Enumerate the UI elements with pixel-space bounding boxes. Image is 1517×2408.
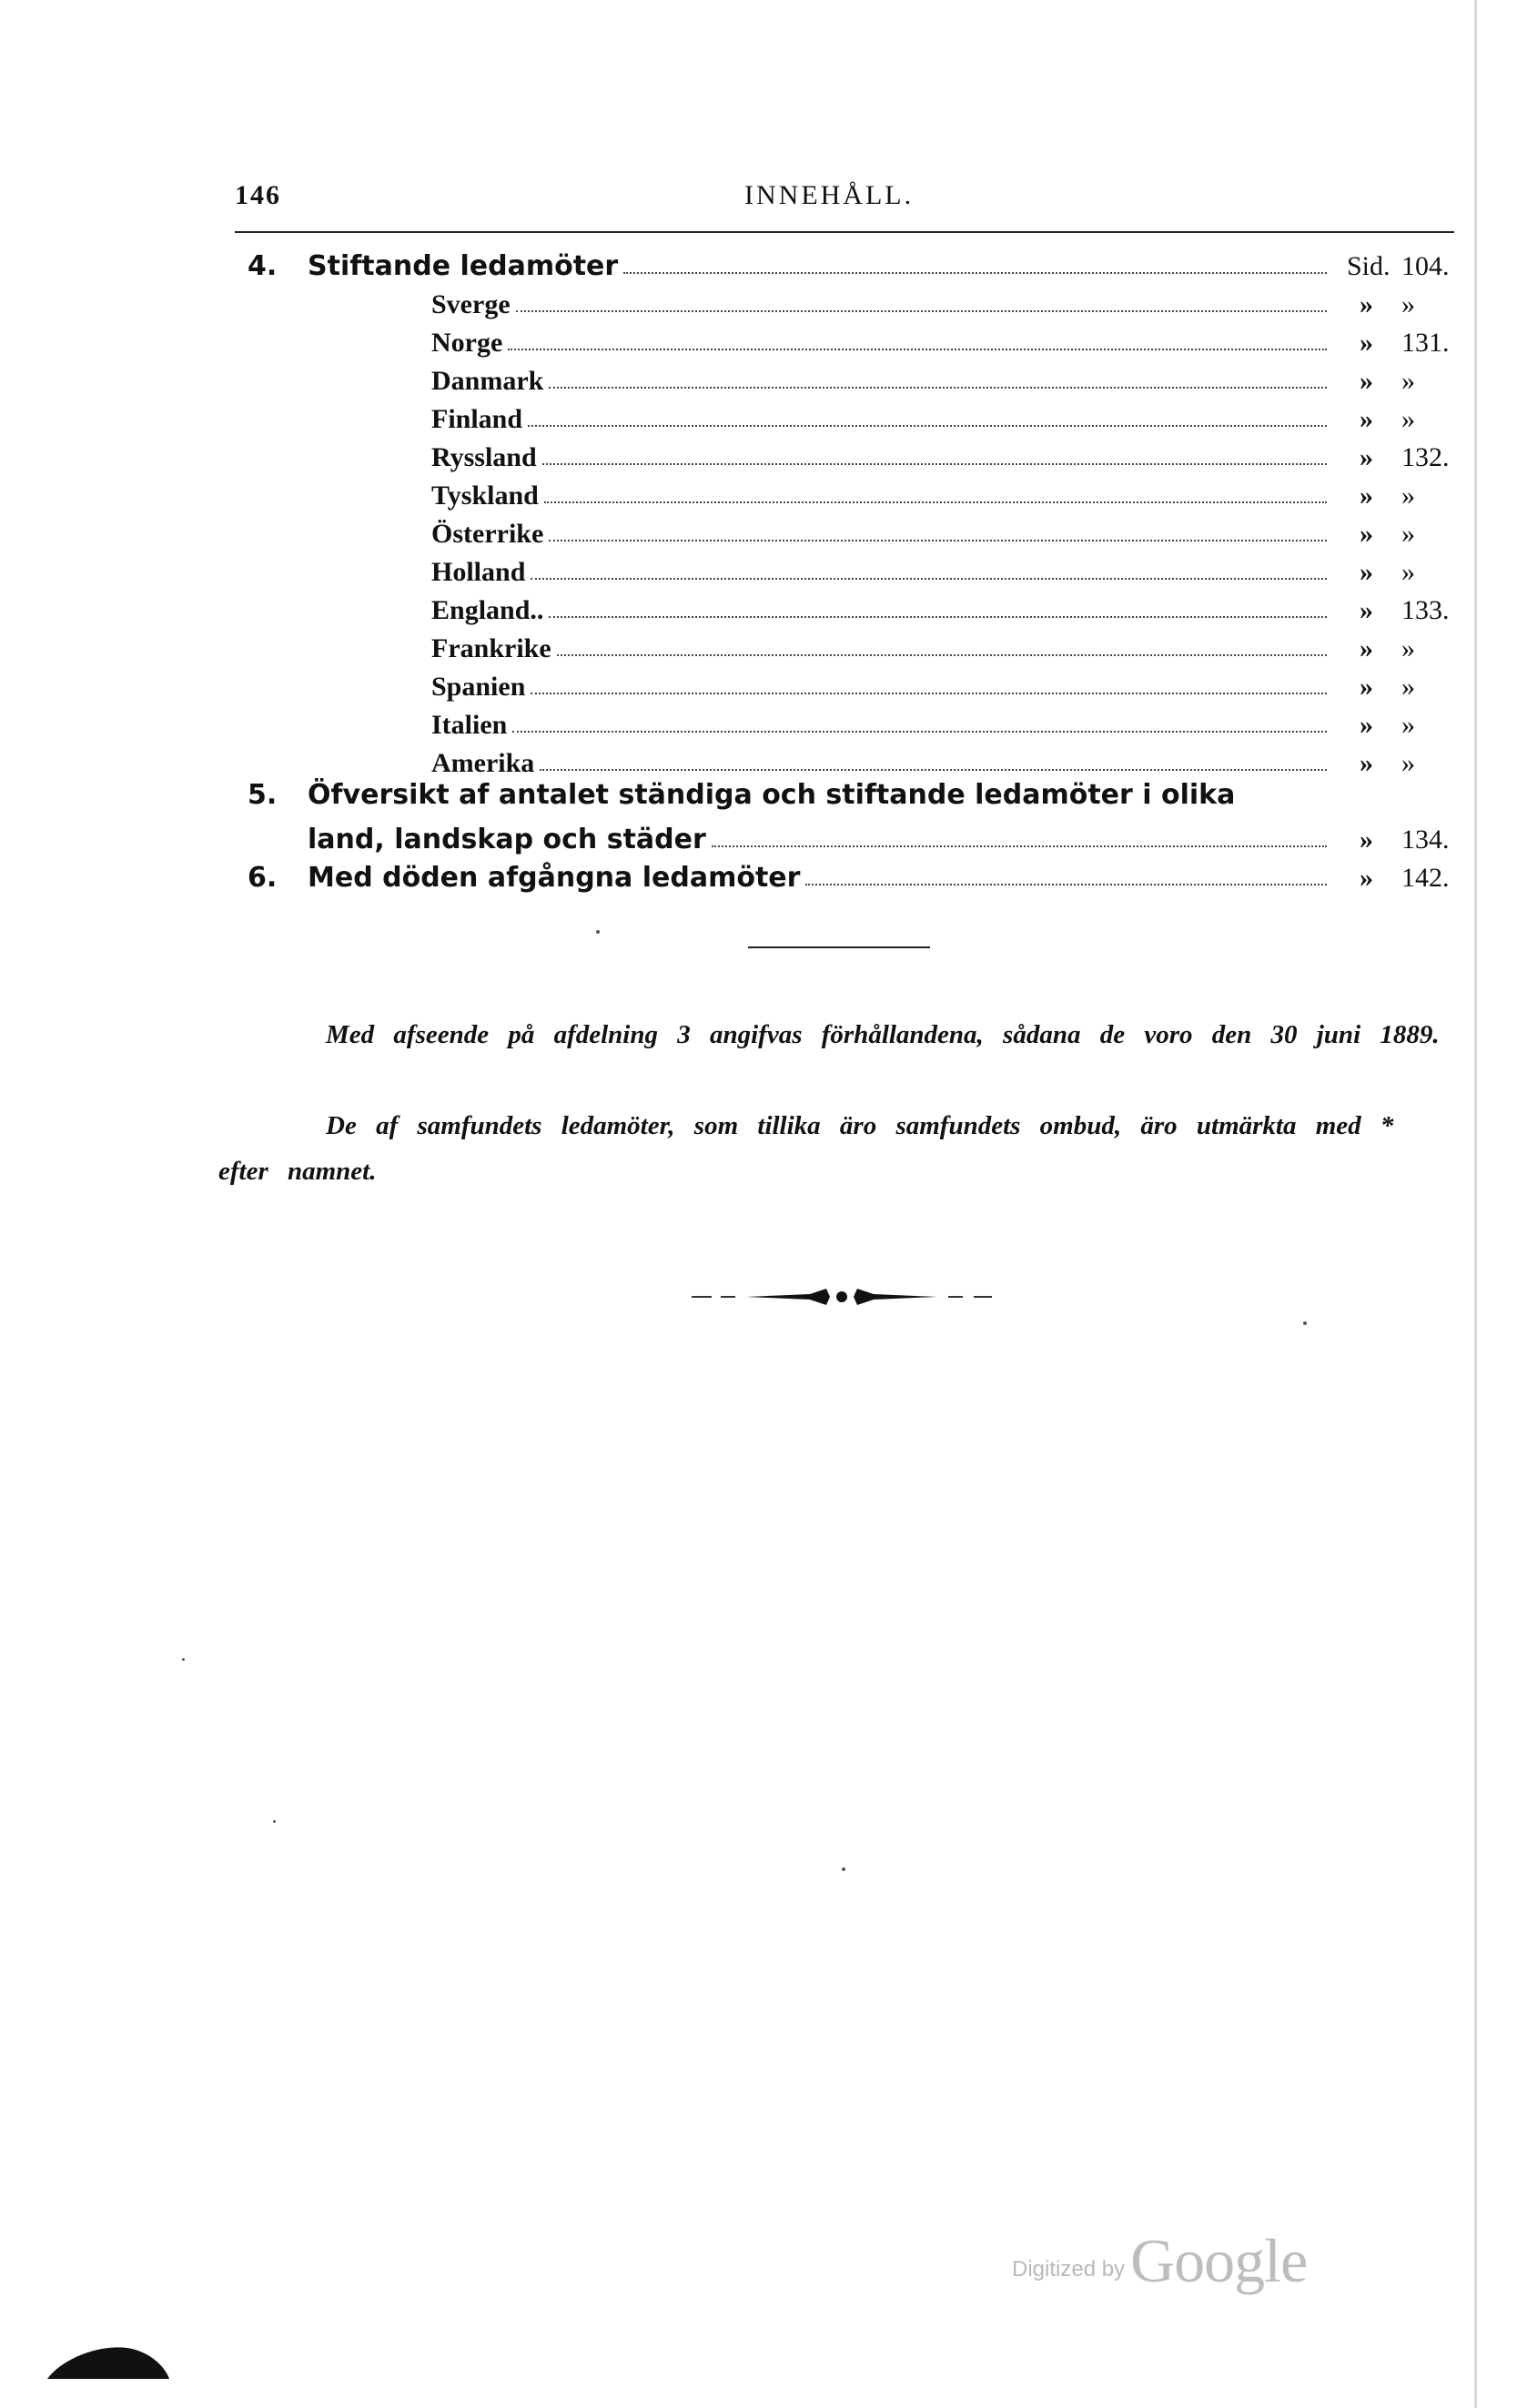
ref-page: 142. [1401,863,1450,893]
country-label: Frankrike [431,633,551,663]
footnote-date-text: Med afseende på afdelning 3 angifvas förhållandena, sådana de voro den 30 juni 1889. [326,1020,1440,1049]
country-label: Danmark [431,366,544,396]
ditto-mark: » [1360,289,1373,319]
ditto-mark: » [1360,519,1373,549]
dot-leader [557,654,1327,656]
page-reference [1327,519,1454,550]
dot-leader [531,693,1327,694]
dot-leader [528,425,1327,427]
dot-leader [549,540,1327,541]
page-reference [1327,825,1454,855]
dot-leader [623,272,1327,274]
toc-entry-country[interactable] [235,397,1454,435]
ref-page: 132. [1401,442,1450,472]
country-label: Finland [431,404,523,434]
country-label: Italien [431,710,508,740]
paper-speck [273,1820,276,1823]
dot-leader [516,310,1327,312]
running-head: INNEHÅLL. [744,180,915,210]
dot-leader [540,769,1327,771]
section-number: 4. [248,250,278,282]
paper-speck [842,1867,845,1871]
page-reference [1327,633,1454,664]
page-reference [1327,289,1454,320]
footnote-date [218,1012,1456,1057]
toc-entry-section-6[interactable] [235,855,1454,894]
ref-page: » [1401,519,1415,549]
ref-page: » [1401,366,1415,396]
country-label: Spanien [431,672,526,702]
toc-entry-country[interactable] [235,588,1454,626]
dot-leader [531,578,1327,580]
ditto-mark: » [1360,404,1373,434]
country-label: England.. [431,595,544,625]
ref-page: » [1401,289,1415,319]
toc-entry-country[interactable] [235,473,1454,511]
page-reference [1327,710,1454,741]
toc-entry-country[interactable] [235,550,1454,588]
header-rule [235,231,1454,233]
dot-leader [512,731,1327,733]
ref-prefix: Sid. [1347,251,1391,281]
ref-page: » [1401,481,1415,511]
ditto-mark: » [1360,557,1373,587]
country-label: Ryssland [431,442,537,472]
dot-leader [805,884,1327,885]
dot-leader [549,387,1327,389]
toc-entry-country[interactable] [235,435,1454,473]
ref-page: 134. [1401,825,1450,855]
page-reference [1327,595,1454,626]
section-divider-rule [748,946,930,948]
page-reference [1327,748,1454,779]
google-logo: Google [1130,2226,1308,2295]
ditto-mark: » [1360,366,1373,396]
country-label: Norge [431,328,503,358]
page-number: 146 [235,180,281,210]
dot-leader [712,845,1327,847]
toc-entry-section-5[interactable] [235,779,1454,855]
country-label: Sverge [431,289,511,319]
ref-page: 104. [1401,251,1450,281]
paper-speck [182,1658,185,1661]
page-reference [1327,481,1454,511]
ref-page: » [1401,633,1415,663]
country-label: Tyskland [431,481,539,511]
ref-page: » [1401,404,1415,434]
ditto-mark: » [1360,633,1373,663]
page-reference [1327,366,1454,397]
table-of-contents [235,244,1454,894]
section-title: Stiftande ledamöter [308,250,619,282]
country-list [235,282,1454,779]
page-reference [1327,557,1454,588]
page-header [235,180,1454,217]
toc-entry-country[interactable] [235,511,1454,550]
footnote-asterisk-text: De af samfundets ledamöter, som tillika äro samfundets ombud, äro utmärkta med * efter namnet. [218,1111,1394,1186]
ditto-mark: » [1360,710,1373,740]
ditto-mark: » [1360,595,1373,625]
ref-page: » [1401,710,1415,740]
page-reference [1327,442,1454,473]
ref-page: 131. [1401,328,1450,358]
page-reference [1327,328,1454,359]
dot-leader [544,501,1327,503]
page-edge-rule [1474,0,1477,2408]
ink-blot-icon [44,2341,171,2381]
ditto-mark: » [1360,863,1373,893]
toc-entry-country[interactable] [235,359,1454,397]
section-number: 6. [248,862,278,894]
toc-entry-section-4[interactable] [235,244,1454,282]
paper-speck [596,930,600,934]
toc-entry-country[interactable] [235,626,1454,664]
ditto-mark: » [1360,328,1373,358]
toc-entry-country[interactable] [235,282,1454,320]
country-label: Österrike [431,519,544,549]
ditto-mark: » [1360,748,1373,778]
toc-entry-country[interactable] [235,320,1454,359]
dot-leader [508,349,1327,350]
section-number: 5. [248,779,278,811]
section-title: Med döden afgångna ledamöter [308,862,801,894]
paper-speck [1303,1321,1307,1325]
page-reference [1327,672,1454,703]
toc-entry-country[interactable] [235,703,1454,741]
ref-page: » [1401,672,1415,702]
watermark-prefix: Digitized by [1012,2257,1126,2282]
dot-leader [549,616,1327,618]
footnote-asterisk [218,1103,1456,1194]
ditto-mark: » [1360,481,1373,511]
digitized-by-watermark [1012,2210,1308,2295]
ref-page: » [1401,748,1415,778]
section-title-line-1: Öfversikt af antalet ständiga och stiftande ledamöter i olika [308,779,1236,811]
page-reference [1327,863,1454,894]
ref-page: 133. [1401,595,1450,625]
ref-page: » [1401,557,1415,587]
ditto-mark: » [1360,442,1373,472]
toc-entry-country[interactable] [235,741,1454,779]
page-reference [1327,251,1454,282]
country-label: Amerika [431,748,535,778]
page-reference [1327,404,1454,435]
country-label: Holland [431,557,526,587]
ditto-mark: » [1360,825,1373,855]
toc-entry-country[interactable] [235,664,1454,703]
dot-leader [542,463,1327,465]
ornament-divider-icon [692,1283,992,1310]
section-title-line-2: land, landskap och städer [308,824,706,855]
ditto-mark: » [1360,672,1373,702]
